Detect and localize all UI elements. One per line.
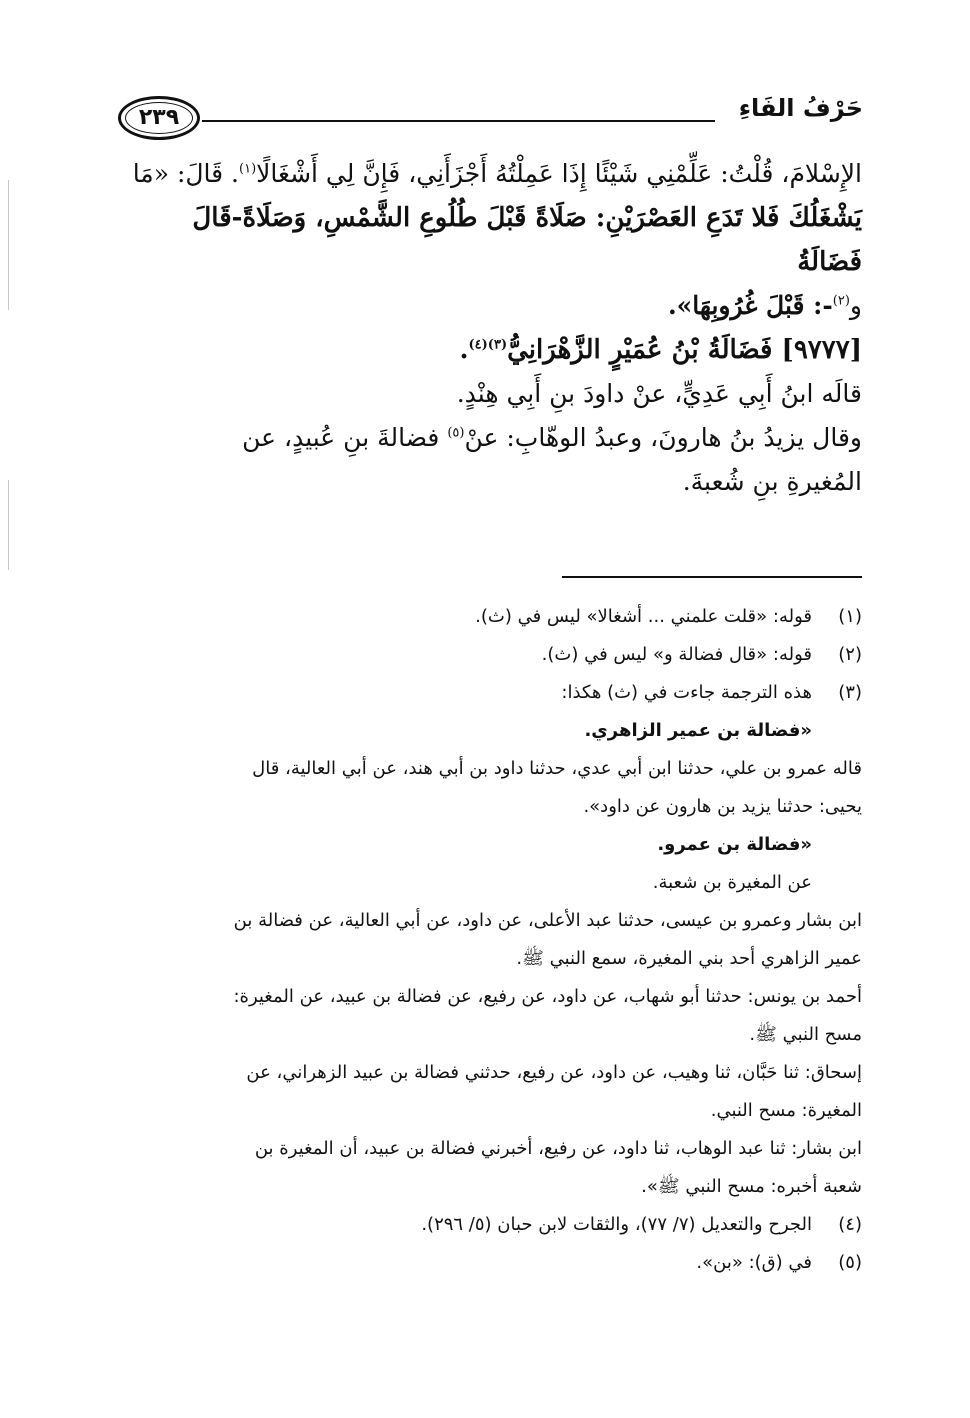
header-title: حَرْفُ الفَاءِ — [738, 94, 863, 122]
footnote-marker: (١) — [239, 161, 257, 177]
footnote-1: (١)قوله: «قلت علمني ... أشغالا» ليس في (ث). — [475, 606, 862, 627]
footnote-3: (٣)هذه الترجمة جاءت في (ث) هكذا: — [561, 682, 862, 703]
footnote-3-line: المغيرة: مسح النبي. — [710, 1100, 862, 1121]
scan-margin-line — [8, 180, 9, 310]
footnote-4: (٤)الجرح والتعديل (٧/ ٧٧)، والثقات لابن حبان (٥/ ٢٩٦). — [421, 1214, 862, 1235]
page-header — [118, 86, 863, 152]
footnote-3-line: يحيى: حدثنا يزيد بن هارون عن داود». — [583, 796, 862, 817]
main-line-7: المُغيرةِ بنِ شُعبةَ. — [682, 467, 862, 496]
main-line-1: الإِسْلامَ، قُلْتُ: عَلِّمْنِي شَيْئًا إِذَا عَمِلْتُهُ أَجْزَأَنِي، فَإِنَّ لِي أَشْغَالًا$^{(١)}$. قَالَ: «مَا — [132, 159, 862, 188]
main-line-6: وقال يزيدُ بنُ هارونَ، وعبدُ الوهّابِ: عنْ$^{(٥)}$ فضالةَ بنِ عُبيدٍ، عن — [242, 423, 862, 452]
main-text — [120, 152, 862, 504]
header-rule — [202, 120, 715, 122]
footnote-3-line: أحمد بن يونس: حدثنا أبو شهاب، عن داود، عن رفيع، عن فضالة بن عبيد، عن المغيرة: — [233, 986, 862, 1007]
entry-number: [٩٧٧٧] — [781, 335, 862, 365]
footnote-3-line: مسح النبي ﷺ. — [749, 1024, 862, 1045]
main-line-2: يَشْغَلُكَ فَلا تَدَعِ العَصْرَيْنِ: صَلَاةً قَبْلَ طُلُوعِ الشَّمْسِ، وَصَلَاةً-قَالَ فَضَالَةُ — [192, 203, 862, 277]
footnote-3-line: عن المغيرة بن شعبة. — [652, 872, 812, 893]
footnote-3-line: «فضالة بن عمرو. — [657, 834, 812, 855]
footnote-3-line: شعبة أخبره: مسح النبي ﷺ». — [641, 1176, 862, 1197]
footnote-3-line: ابن بشار: ثنا عبد الوهاب، ثنا داود، عن رفيع، أخبرني فضالة بن عبيد، أن المغيرة بن — [254, 1138, 862, 1159]
entry-heading: [٩٧٧٧] فَضَالَةُ بْنُ عُمَيْرٍ الزَّهْرَانِيُّ$^{(٣)(٤)}$. — [459, 335, 862, 365]
footnote-3-line: عمير الزاهري أحد بني المغيرة، سمع النبي ﷺ. — [516, 948, 862, 969]
footnote-3-line: إسحاق: ثنا حَبَّان، ثنا وهيب، عن داود، عن رفيع، حدثني فضالة بن عبيد الزهراني، عن — [246, 1062, 862, 1083]
footnote-marker: (٥) — [447, 425, 465, 441]
main-line-3: و$^{(٢)}$-: قَبْلَ غُرُوبِهَا». — [667, 291, 862, 320]
footnote-3-line: ابن بشار وعمرو بن عيسى، حدثنا عبد الأعلى، عن داود، عن أبي العالية، عن فضالة بن — [233, 910, 862, 931]
main-line-5: قالَه ابنُ أَبِي عَدِيٍّ، عنْ داودَ بنِ أَبِي هِنْدٍ. — [456, 379, 862, 408]
footnote-2: (٢)قوله: «قال فضالة و» ليس في (ث). — [541, 644, 862, 665]
entry-name: فَضَالَةُ بْنُ عُمَيْرٍ الزَّهْرَانِيُّ — [507, 335, 773, 365]
footnote-3-line: «فضالة بن عمير الزاهري. — [584, 720, 812, 741]
footnote-5: (٥)في (ق): «بن». — [696, 1252, 862, 1273]
footnote-divider — [562, 576, 862, 578]
scan-margin-line — [8, 480, 9, 570]
footnote-3-line: قاله عمرو بن علي، حدثنا ابن أبي عدي، حدثنا داود بن أبي هند، عن أبي العالية، قال — [252, 758, 862, 779]
footnote-marker: (٣)(٤) — [468, 337, 508, 353]
page-number: ٢٣٩ — [118, 96, 200, 140]
footnote-marker: (٢) — [832, 293, 850, 309]
footnotes — [120, 598, 862, 1282]
